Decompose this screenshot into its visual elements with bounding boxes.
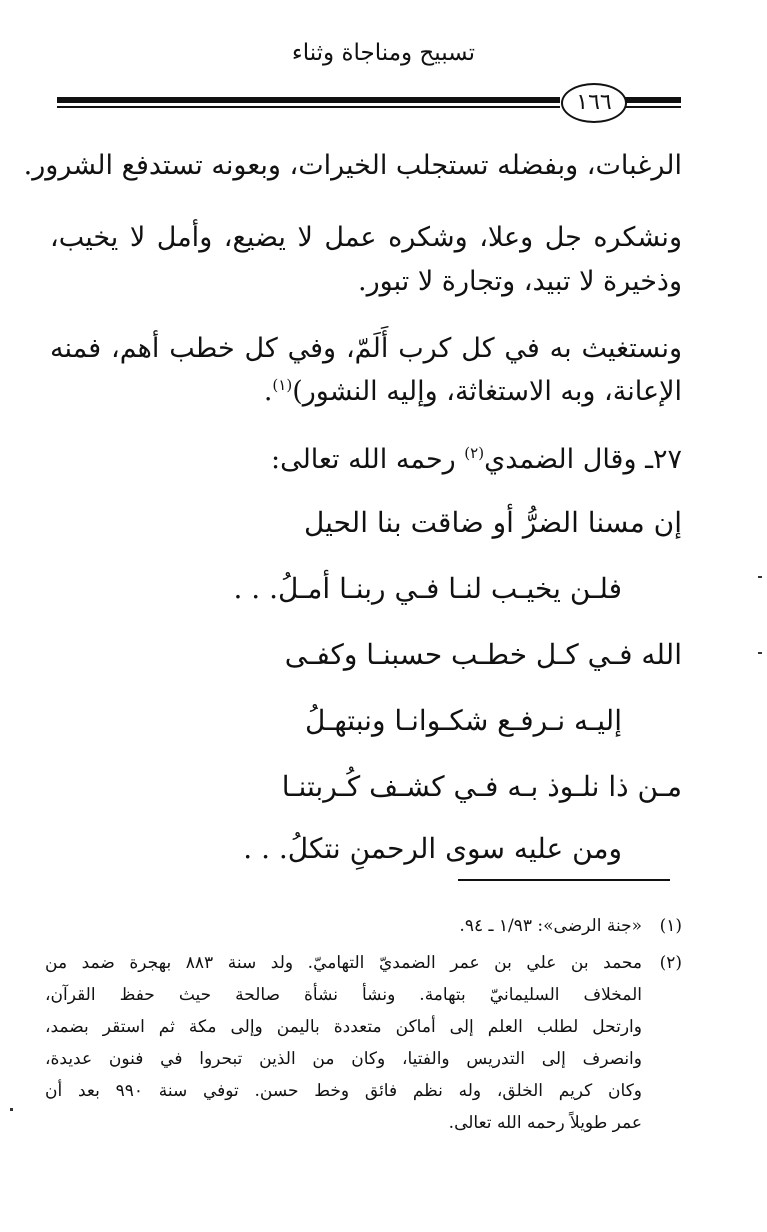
footnote-1-text: «جنة الرضى»: ١/٩٣ ـ ٩٤. — [459, 916, 642, 936]
poem-verse-5: مـن ذا نلـوذ بـه فـي كشـف كُـربتنـا — [281, 770, 682, 803]
footnote-2-line-2: المخلاف السليمانيّ بتهامة. ونشأ نشأة صالحة حيث حفظ القرآن، — [45, 985, 642, 1005]
page-header-title: تسبيح ومناجاة وثناء — [291, 40, 476, 66]
body-line-1: الرغبات، وبفضله تستجلب الخيرات، وبعونه تستدفع الشرور. — [23, 150, 682, 181]
footnote-separator — [458, 879, 670, 881]
poem-verse-4: إليـه نـرفـع شكـوانـا ونبتهـلُ — [304, 704, 622, 737]
body-line-5-end: . — [263, 376, 273, 407]
scan-speck — [758, 576, 762, 578]
footnote-2-line-4: وانصرف إلى التدريس والفتيا، وكان من الذين تبحروا في فنون عديدة، — [45, 1049, 642, 1069]
poem-verse-6: ومن عليه سوى الرحمنِ نتكلُ. . . — [243, 832, 622, 865]
page-number: ١٦٦ — [561, 83, 627, 123]
poem-intro — [271, 444, 682, 475]
poem-verse-3: الله فـي كـل خطـب حسبنـا وكفـى — [284, 638, 682, 671]
body-line-5-text: الإعانة، وبه الاستغاثة، وإليه النشور) — [292, 376, 682, 407]
body-line-2: ونشكره جل وعلا، وشكره عمل لا يضيع، وأمل لا يخيب، — [50, 222, 682, 253]
body-line-3: وذخيرة لا تبيد، وتجارة لا تبور. — [358, 266, 682, 297]
poem-verse-1: إن مسنا الضرُّ أو ضاقت بنا الحيل — [303, 506, 682, 539]
footnote-2-number: (٢) — [659, 953, 682, 973]
poem-intro-end: رحمه الله تعالى: — [270, 444, 465, 475]
scan-speck — [758, 652, 762, 654]
footnote-2-line-5: وكان كريم الخلق، وله نظم فائق وخط حسن. توفي سنة ٩٩٠ بعد أن — [45, 1081, 642, 1101]
footnote-1-number: (١) — [659, 916, 682, 936]
scan-speck — [10, 1108, 13, 1111]
footnote-2-line-3: وارتحل لطلب العلم إلى أماكن متعددة باليمن وإلى مكة ثم استقر بضمد، — [45, 1017, 642, 1037]
footnote-2-line-1: محمد بن علي بن عمر الضمديّ التهاميّ. ولد سنة ٨٨٣ بهجرة ضمد من — [45, 953, 642, 973]
poem-verse-2: فلـن يخيـب لنـا فـي ربنـا أمـلُ. . . — [233, 572, 622, 605]
footnote-ref-1: (١) — [272, 376, 293, 394]
poem-intro-text: ٢٧ـ وقال الضمدي — [484, 444, 682, 475]
body-line-5 — [264, 376, 682, 407]
header-rule-left — [57, 97, 560, 103]
footnote-2-line-6: عمر طويلاً رحمه الله تعالى. — [448, 1113, 642, 1133]
body-line-4: ونستغيث به في كل كرب أَلَمّ، وفي كل خطب أهم، فمنه — [50, 333, 682, 364]
footnote-ref-2: (٢) — [464, 444, 485, 462]
header-rule-right — [624, 97, 681, 103]
